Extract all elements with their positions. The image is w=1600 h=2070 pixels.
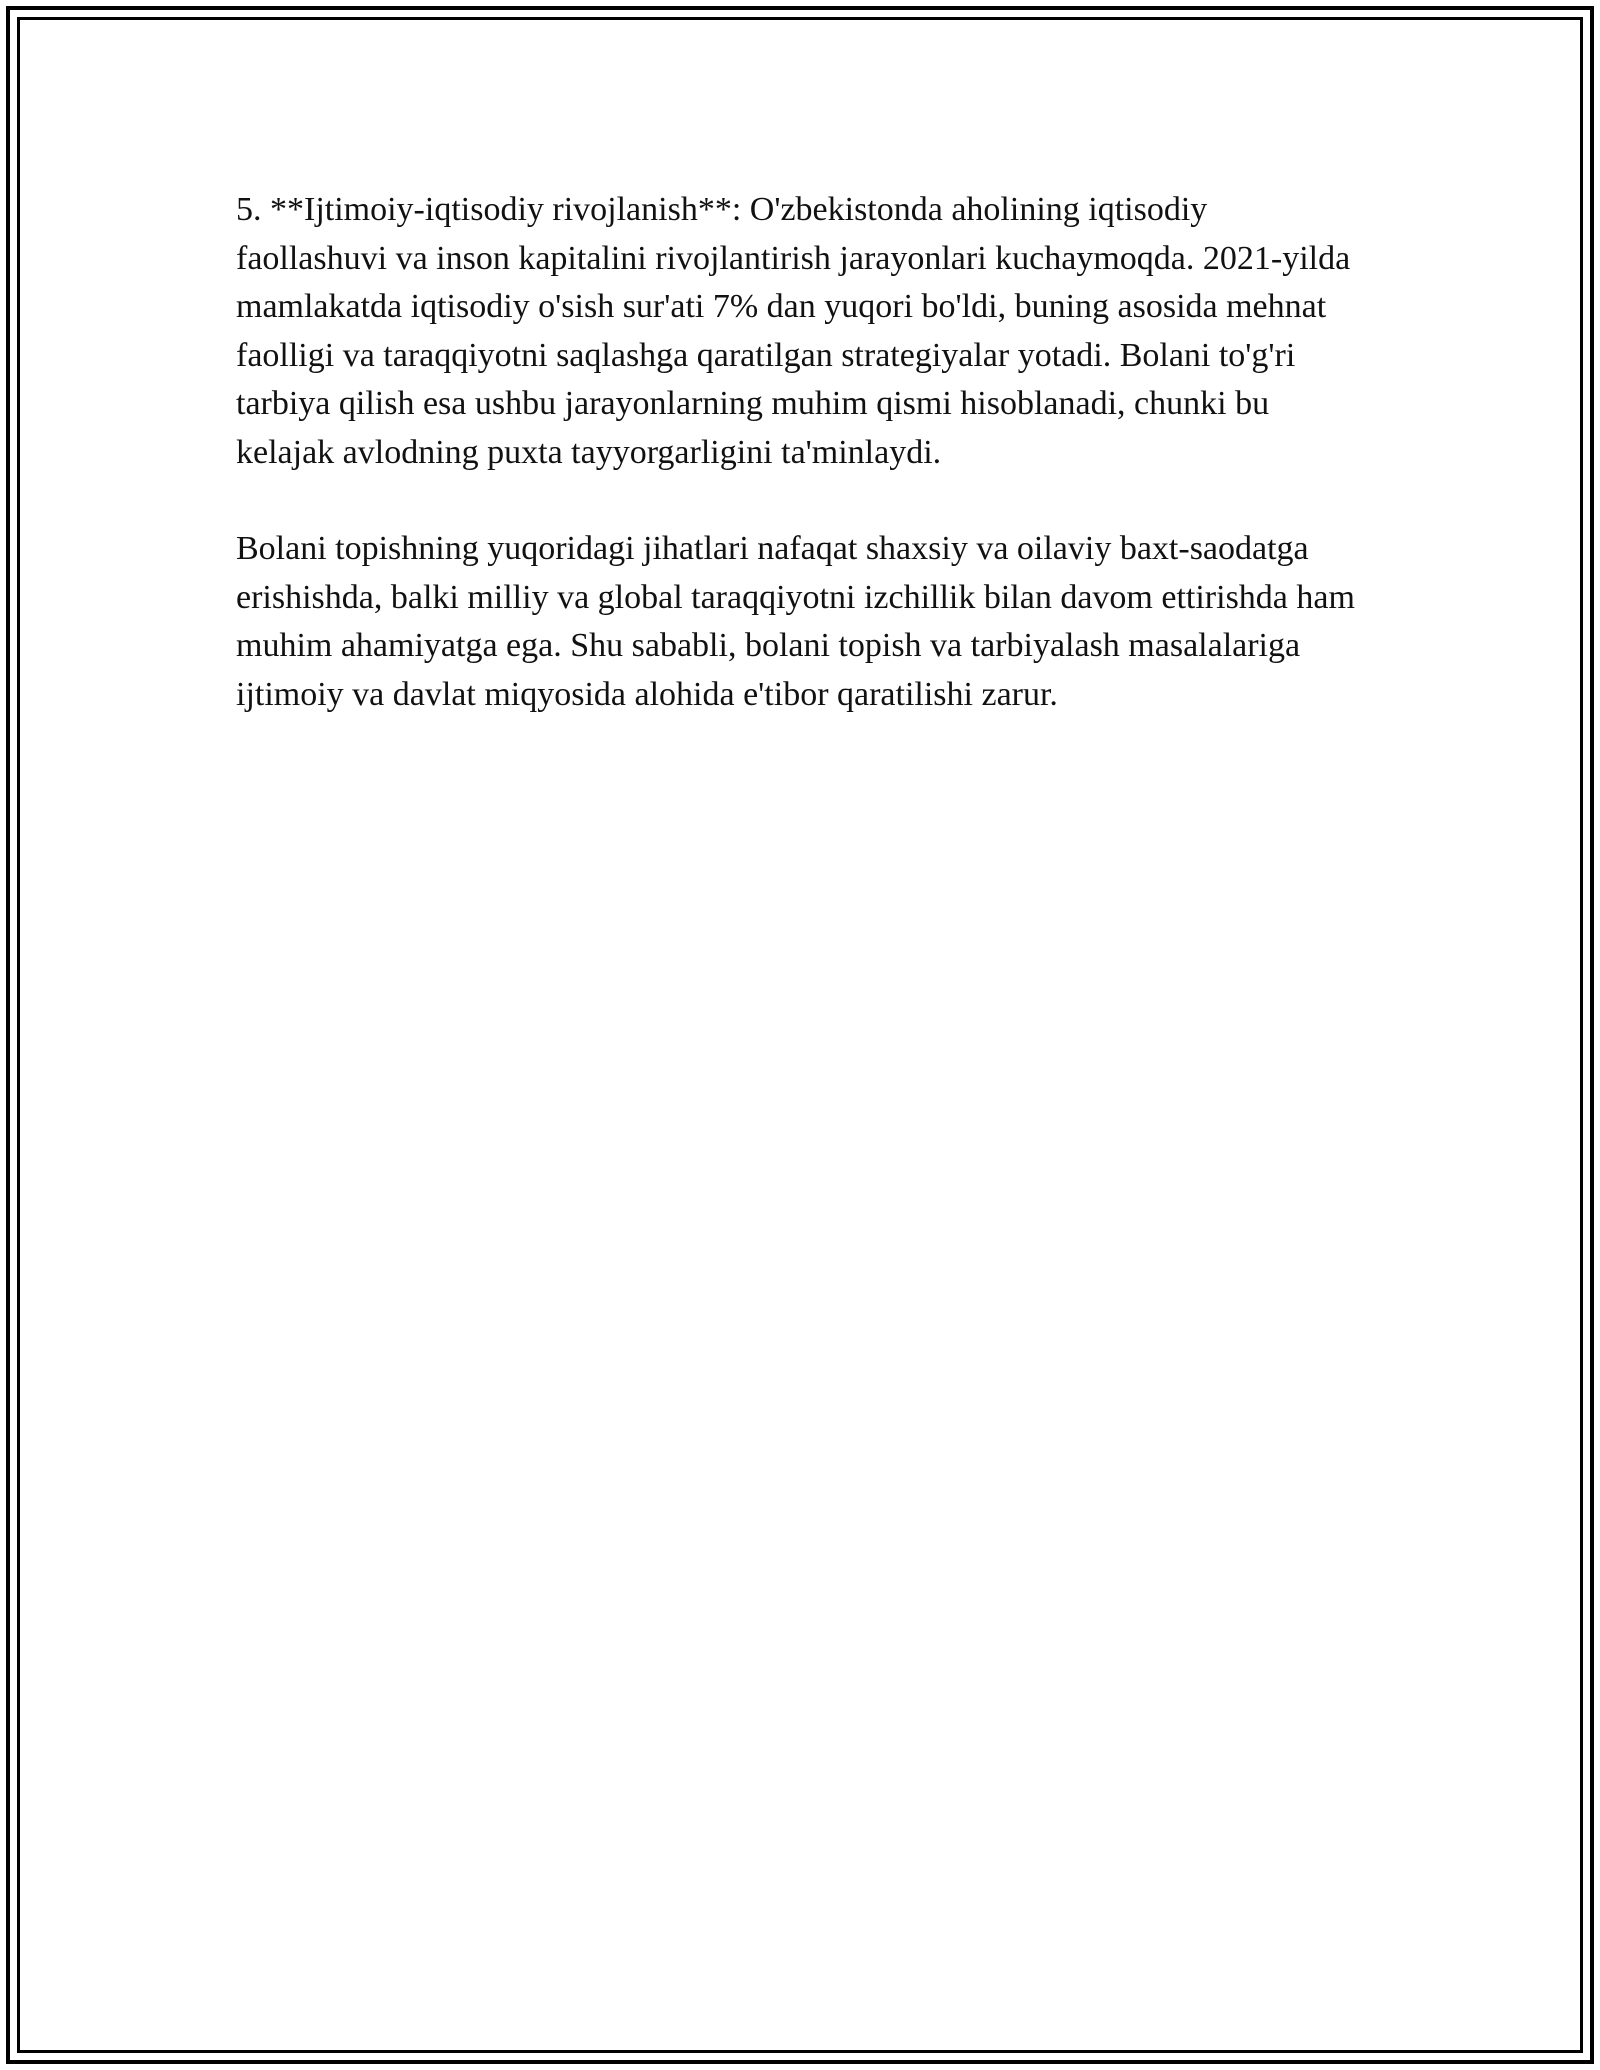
document-body: [236, 186, 1366, 767]
paragraph-conclusion: Bolani topishning yuqoridagi jihatlari nafaqat shaxsiy va oilaviy baxt-saodatga erishishda, balki milliy va global taraqqiyotni izchillik bilan davom ettirishda ham muhim ahamiyatga ega. Shu sababli, bolani topish va tarbiyalash masalalariga ijtimoiy va davlat miqyosida alohida e'tibor qaratilishi zarur.: [236, 530, 1355, 713]
paragraph-socioeconomic-development: 5. **Ijtimoiy-iqtisodiy rivojlanish**: O'zbekistonda aholining iqtisodiy faollashuvi va inson kapitalini rivojlantirish jarayonlari kuchaymoqda. 2021-yilda mamlakatda iqtisodiy o'sish sur'ati 7% dan yuqori bo'ldi, buning asosida mehnat faolligi va taraqqiyotni saqlashga qaratilgan strategiyalar yotadi. Bolani to'g'ri tarbiya qilish esa ushbu jarayonlarning muhim qismi hisoblanadi, chunki bu kelajak avlodning puxta tayyorgarligini ta'minlaydi.: [236, 191, 1351, 471]
